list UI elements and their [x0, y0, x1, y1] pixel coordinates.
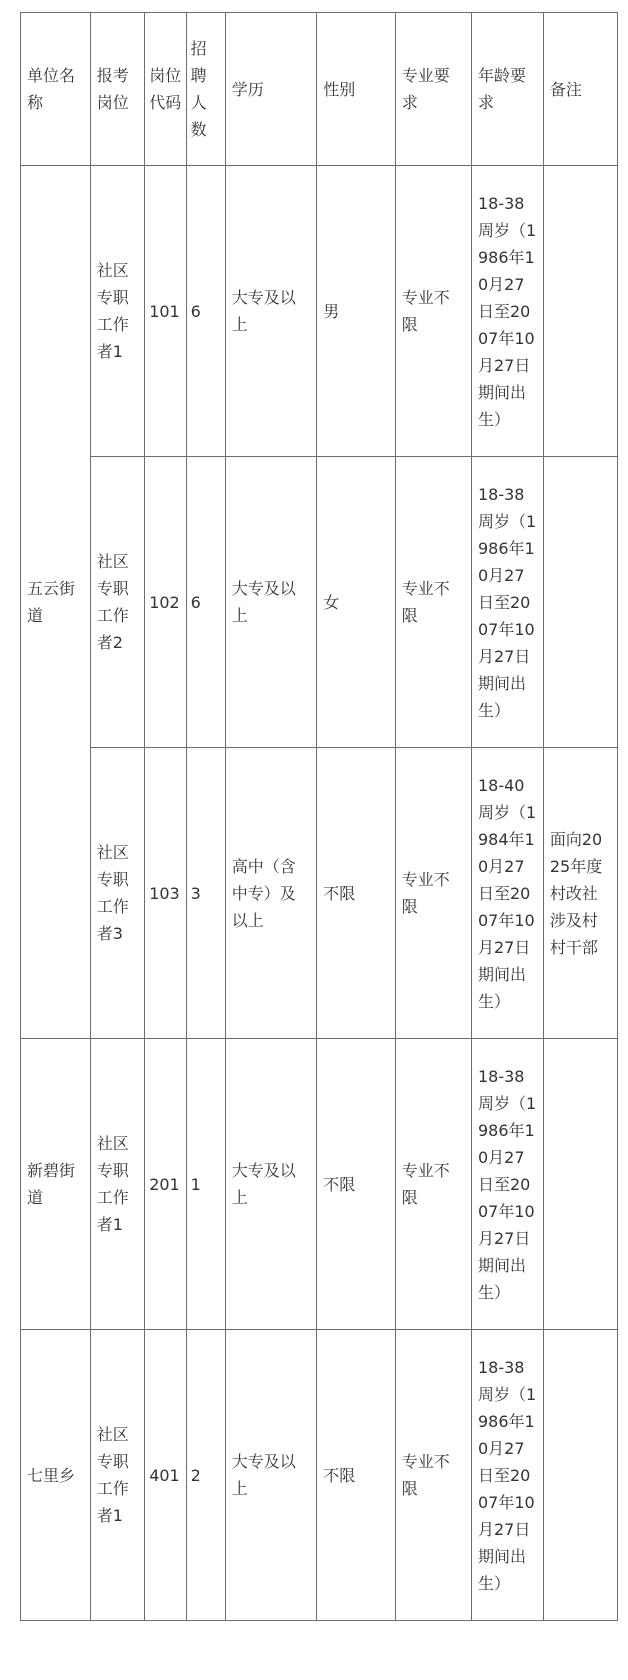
cell-position: 社区专职工作者2 [90, 457, 144, 748]
cell-position: 社区专职工作者1 [90, 1039, 144, 1330]
cell-code: 201 [145, 1039, 186, 1330]
cell-gender: 不限 [317, 748, 395, 1039]
cell-note [543, 457, 617, 748]
cell-unit: 七里乡 [21, 1330, 91, 1621]
cell-education: 大专及以上 [225, 457, 317, 748]
table-header-row [21, 13, 618, 166]
cell-count: 6 [186, 166, 225, 457]
table-row [21, 1330, 618, 1621]
cell-age: 18-38周岁（1986年10月27日至2007年10月27日期间出生） [471, 1330, 543, 1621]
cell-unit: 新碧街道 [21, 1039, 91, 1330]
cell-count: 1 [186, 1039, 225, 1330]
cell-position: 社区专职工作者3 [90, 748, 144, 1039]
cell-note [543, 166, 617, 457]
cell-note [543, 1330, 617, 1621]
cell-code: 102 [145, 457, 186, 748]
cell-gender: 男 [317, 166, 395, 457]
cell-position: 社区专职工作者1 [90, 166, 144, 457]
cell-code: 401 [145, 1330, 186, 1621]
cell-note [543, 1039, 617, 1330]
cell-major: 专业不限 [395, 166, 471, 457]
cell-code: 103 [145, 748, 186, 1039]
cell-position: 社区专职工作者1 [90, 1330, 144, 1621]
cell-major: 专业不限 [395, 457, 471, 748]
table-row [21, 1039, 618, 1330]
cell-major: 专业不限 [395, 1330, 471, 1621]
cell-age: 18-38周岁（1986年10月27日至2007年10月27日期间出生） [471, 1039, 543, 1330]
cell-gender: 不限 [317, 1039, 395, 1330]
table-row [21, 748, 618, 1039]
header-note: 备注 [543, 13, 617, 166]
header-education: 学历 [225, 13, 317, 166]
cell-count: 3 [186, 748, 225, 1039]
cell-education: 大专及以上 [225, 166, 317, 457]
table-row [21, 166, 618, 457]
header-major: 专业要求 [395, 13, 471, 166]
header-position: 报考岗位 [90, 13, 144, 166]
cell-gender: 女 [317, 457, 395, 748]
cell-unit: 五云街道 [21, 166, 91, 1039]
table-row [21, 457, 618, 748]
cell-education: 大专及以上 [225, 1330, 317, 1621]
cell-major: 专业不限 [395, 748, 471, 1039]
cell-age: 18-40周岁（1984年10月27日至2007年10月27日期间出生） [471, 748, 543, 1039]
cell-count: 2 [186, 1330, 225, 1621]
cell-education: 大专及以上 [225, 1039, 317, 1330]
cell-education: 高中（含中专）及以上 [225, 748, 317, 1039]
cell-gender: 不限 [317, 1330, 395, 1621]
cell-count: 6 [186, 457, 225, 748]
cell-age: 18-38周岁（1986年10月27日至2007年10月27日期间出生） [471, 457, 543, 748]
header-count: 招聘人数 [186, 13, 225, 166]
cell-age: 18-38周岁（1986年10月27日至2007年10月27日期间出生） [471, 166, 543, 457]
cell-major: 专业不限 [395, 1039, 471, 1330]
header-age: 年龄要求 [471, 13, 543, 166]
header-code: 岗位代码 [145, 13, 186, 166]
header-unit: 单位名称 [21, 13, 91, 166]
cell-code: 101 [145, 166, 186, 457]
cell-note: 面向2025年度村改社涉及村村干部 [543, 748, 617, 1039]
header-gender: 性别 [317, 13, 395, 166]
recruitment-table [20, 12, 618, 1621]
